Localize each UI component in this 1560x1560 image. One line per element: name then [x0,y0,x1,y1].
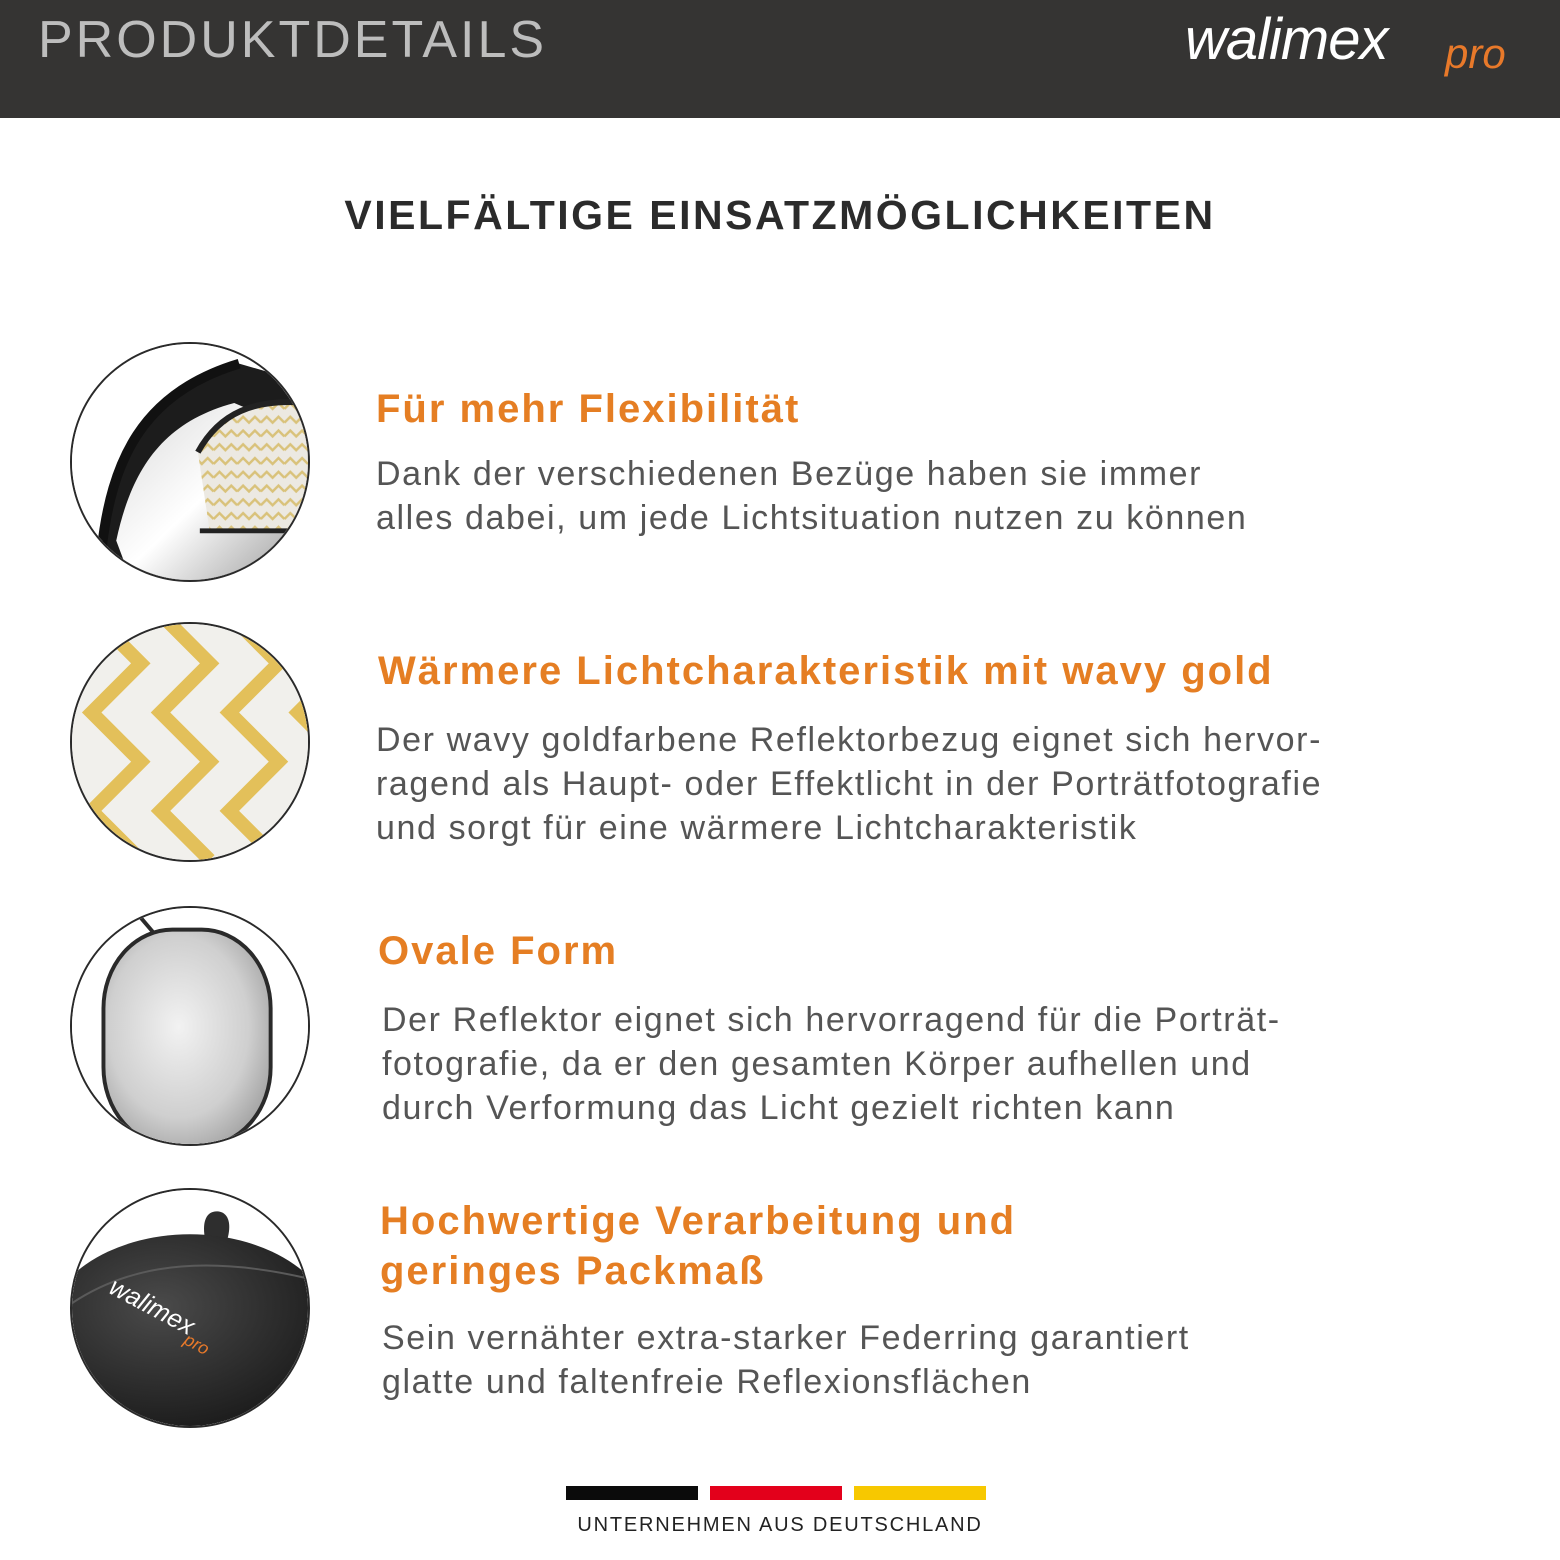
feature-title-line: Wärmere Lichtcharakteristik mit wavy gold [378,649,1274,693]
oval-reflector-icon [70,906,310,1146]
reflector-bag-icon [70,1188,310,1428]
feature-description [382,998,1281,1130]
feature-text-line: fotografie, da er den gesamten Körper aufhellen und [382,1045,1252,1083]
feature-title-line: geringes Packmaß [380,1249,766,1293]
svg-text:walimex: walimex [104,1272,200,1341]
svg-text:pro: pro [180,1329,213,1359]
feature-text-line: und sorgt für eine wärmere Lichtcharakteristik [376,809,1138,847]
feature-description [376,452,1247,540]
wavy-gold-fabric-icon [70,622,310,862]
header-bar [0,0,1560,118]
reflector-covers-icon [70,342,310,582]
feature-description [382,1316,1190,1404]
feature-title-line: Hochwertige Verarbeitung und [380,1199,1017,1243]
logo-pro-text: pro [1445,30,1506,77]
logo-main-text: walimex [1185,7,1388,72]
main-heading: VIELFÄLTIGE EINSATZMÖGLICHKEITEN [344,192,1216,238]
feature-text-line: Dank der verschiedenen Bezüge haben sie immer [376,455,1203,493]
feature-text-line: durch Verformung das Licht gezielt richten kann [382,1089,1176,1127]
feature-title-line: Für mehr Flexibilität [376,387,801,431]
feature-text-line: alles dabei, um jede Lichtsituation nutzen zu können [376,499,1248,537]
feature-title [378,926,618,976]
flag-stripe-black [566,1486,698,1500]
flag-stripe-red [710,1486,842,1500]
header-title: PRODUKTDETAILS [38,11,548,69]
feature-text-line: glatte und faltenfreie Reflexionsflächen [382,1363,1032,1401]
footer-text: UNTERNEHMEN AUS DEUTSCHLAND [577,1514,983,1536]
flag-stripe-gold [854,1486,986,1500]
feature-title-line: Ovale Form [378,929,619,973]
feature-text-line: Der wavy goldfarbene Reflektorbezug eignet sich hervor- [376,721,1323,759]
walimex-pro-logo [1185,6,1530,86]
feature-title [376,384,800,434]
feature-text-line: Sein vernähter extra-starker Federring garantiert [382,1319,1190,1357]
feature-title [380,1196,1016,1296]
feature-text-line: ragend als Haupt- oder Effektlicht in der Porträtfotografie [376,765,1323,803]
feature-description [376,718,1322,850]
feature-title [378,646,1274,696]
feature-text-line: Der Reflektor eignet sich hervorragend für die Porträt- [382,1001,1281,1039]
